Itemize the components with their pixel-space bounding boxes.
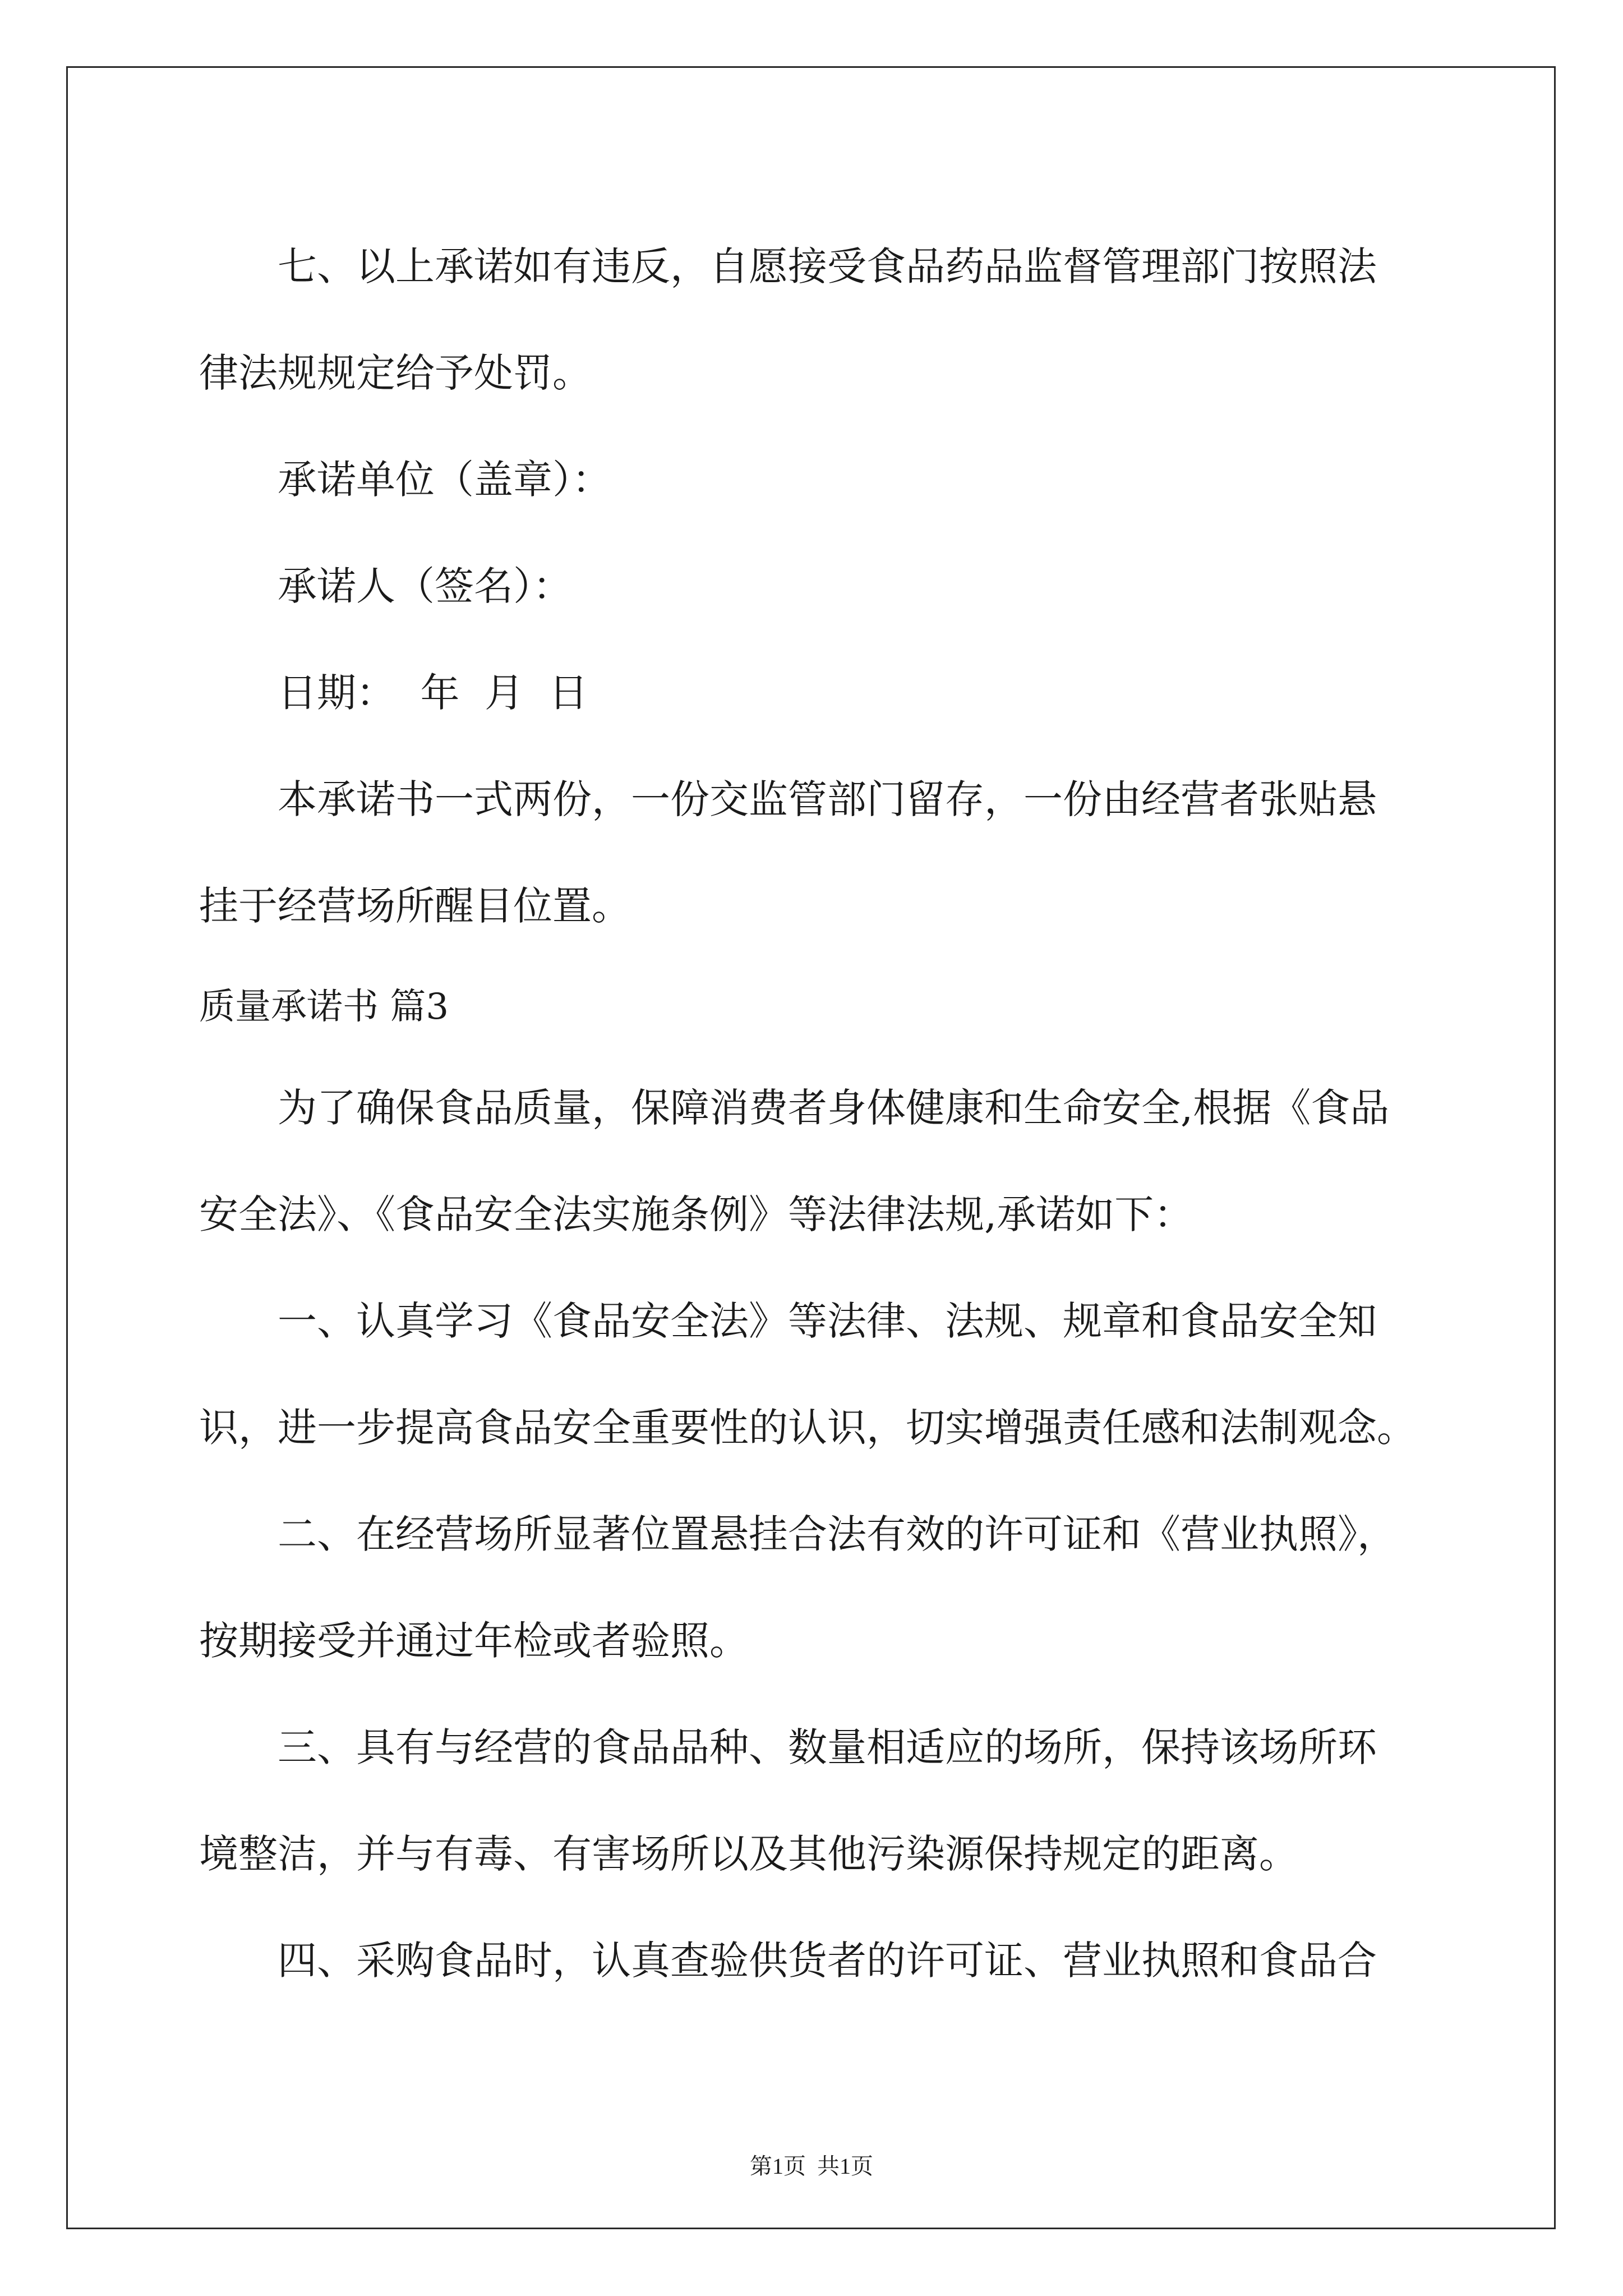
promisor-signature-label: 承诺人（签名）： [278,563,572,609]
paragraph-item-2-line-2: 按期接受并通过年检或者验照。 [199,1618,749,1664]
paragraph-item-3-line-1: 三、具有与经营的食品品种、数量相适应的场所，保持该场所环 [278,1724,1377,1770]
paragraph-item-3-line-2: 境整洁，并与有毒、有害场所以及其他污染源保持规定的距离。 [199,1831,1298,1877]
paragraph-intro-line-1: 为了确保食品质量，保障消费者身体健康和生命安全,根据《食品 [278,1085,1390,1131]
paragraph-intro-line-2: 安全法》、《食品安全法实施条例》等法律法规,承诺如下： [199,1191,1193,1237]
section-heading: 质量承诺书 篇3 [199,986,449,1028]
page-footer: 第1页 共1页 [750,2154,873,2179]
date-label: 日期： 年 月 日 [278,670,588,716]
paragraph-item-1-line-1: 一、认真学习《食品安全法》等法律、法规、规章和食品安全知 [278,1298,1377,1344]
document-body [199,213,1430,2014]
paragraph-item-4-line-1: 四、采购食品时，认真查验供货者的许可证、营业执照和食品合 [278,1938,1377,1984]
paragraph-copies-line-1: 本承诺书一式两份，一份交监管部门留存，一份由经营者张贴悬 [278,776,1377,822]
paragraph-violation-line-1: 七、以上承诺如有违反，自愿接受食品药品监督管理部门按照法 [278,243,1377,289]
paragraph-item-2-line-1: 二、在经营场所显著位置悬挂合法有效的许可证和《营业执照》， [278,1511,1396,1557]
paragraph-violation-line-2: 律法规规定给予处罚。 [199,350,592,396]
paragraph-item-1-line-2: 识，进一步提高食品安全重要性的认识，切实增强责任感和法制观念。 [199,1405,1416,1451]
paragraph-copies-line-2: 挂于经营场所醒目位置。 [199,883,631,929]
promisor-unit-label: 承诺单位（盖章）： [278,457,611,503]
